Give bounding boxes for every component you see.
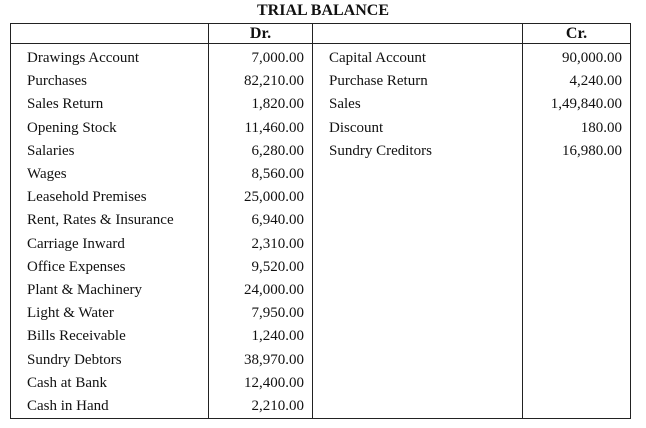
credit-account-name	[313, 348, 523, 371]
credit-account-name: Sales	[313, 93, 523, 116]
credit-account-name: Purchase Return	[313, 70, 523, 93]
table-row	[11, 233, 631, 256]
credit-account-name	[313, 372, 523, 395]
table-row	[11, 93, 631, 116]
header-row	[11, 24, 631, 44]
table-row	[11, 140, 631, 163]
credit-amount	[523, 372, 631, 395]
table-row	[11, 395, 631, 419]
credit-amount	[523, 233, 631, 256]
table-row	[11, 348, 631, 371]
credit-account-name	[313, 186, 523, 209]
credit-amount	[523, 395, 631, 419]
debit-amount: 12,400.00	[209, 372, 313, 395]
table-row	[11, 163, 631, 186]
debit-account-name: Opening Stock	[11, 117, 209, 140]
credit-amount: 4,240.00	[523, 70, 631, 93]
table-row	[11, 279, 631, 302]
header-debit-account	[11, 24, 209, 44]
credit-amount	[523, 256, 631, 279]
credit-amount: 1,49,840.00	[523, 93, 631, 116]
debit-amount: 8,560.00	[209, 163, 313, 186]
debit-amount: 25,000.00	[209, 186, 313, 209]
header-cr: Cr.	[523, 24, 631, 44]
table-body	[11, 44, 631, 419]
credit-amount	[523, 186, 631, 209]
credit-amount	[523, 279, 631, 302]
credit-amount	[523, 302, 631, 325]
table-row	[11, 117, 631, 140]
debit-account-name: Salaries	[11, 140, 209, 163]
debit-account-name: Plant & Machinery	[11, 279, 209, 302]
credit-account-name	[313, 256, 523, 279]
debit-amount: 9,520.00	[209, 256, 313, 279]
table-row	[11, 70, 631, 93]
credit-amount: 16,980.00	[523, 140, 631, 163]
credit-amount	[523, 209, 631, 232]
credit-account-name: Discount	[313, 117, 523, 140]
debit-amount: 1,240.00	[209, 325, 313, 348]
debit-account-name: Sundry Debtors	[11, 348, 209, 371]
debit-account-name: Rent, Rates & Insurance	[11, 209, 209, 232]
credit-account-name	[313, 395, 523, 419]
credit-amount: 180.00	[523, 117, 631, 140]
credit-amount	[523, 163, 631, 186]
credit-amount	[523, 348, 631, 371]
debit-account-name: Drawings Account	[11, 44, 209, 71]
credit-account-name	[313, 325, 523, 348]
debit-account-name: Office Expenses	[11, 256, 209, 279]
table-row	[11, 186, 631, 209]
debit-amount: 82,210.00	[209, 70, 313, 93]
debit-account-name: Sales Return	[11, 93, 209, 116]
header-dr: Dr.	[209, 24, 313, 44]
debit-account-name: Purchases	[11, 70, 209, 93]
table-row	[11, 256, 631, 279]
debit-amount: 2,210.00	[209, 395, 313, 419]
debit-amount: 1,820.00	[209, 93, 313, 116]
table-row	[11, 372, 631, 395]
credit-account-name: Capital Account	[313, 44, 523, 71]
header-credit-account	[313, 24, 523, 44]
debit-amount: 24,000.00	[209, 279, 313, 302]
debit-amount: 38,970.00	[209, 348, 313, 371]
table-row	[11, 325, 631, 348]
table-row	[11, 44, 631, 71]
credit-account-name	[313, 279, 523, 302]
table-row	[11, 302, 631, 325]
credit-account-name: Sundry Creditors	[313, 140, 523, 163]
trial-balance-table	[10, 23, 631, 419]
debit-amount: 7,000.00	[209, 44, 313, 71]
debit-account-name: Light & Water	[11, 302, 209, 325]
debit-account-name: Wages	[11, 163, 209, 186]
credit-account-name	[313, 163, 523, 186]
credit-amount	[523, 325, 631, 348]
debit-amount: 6,280.00	[209, 140, 313, 163]
debit-amount: 6,940.00	[209, 209, 313, 232]
debit-amount: 2,310.00	[209, 233, 313, 256]
debit-account-name: Bills Receivable	[11, 325, 209, 348]
debit-amount: 7,950.00	[209, 302, 313, 325]
credit-account-name	[313, 209, 523, 232]
debit-account-name: Leasehold Premises	[11, 186, 209, 209]
page-title: TRIAL BALANCE	[256, 2, 390, 19]
debit-account-name: Cash in Hand	[11, 395, 209, 419]
debit-amount: 11,460.00	[209, 117, 313, 140]
credit-account-name	[313, 302, 523, 325]
debit-account-name: Carriage Inward	[11, 233, 209, 256]
credit-amount: 90,000.00	[523, 44, 631, 71]
table-row	[11, 209, 631, 232]
credit-account-name	[313, 233, 523, 256]
debit-account-name: Cash at Bank	[11, 372, 209, 395]
